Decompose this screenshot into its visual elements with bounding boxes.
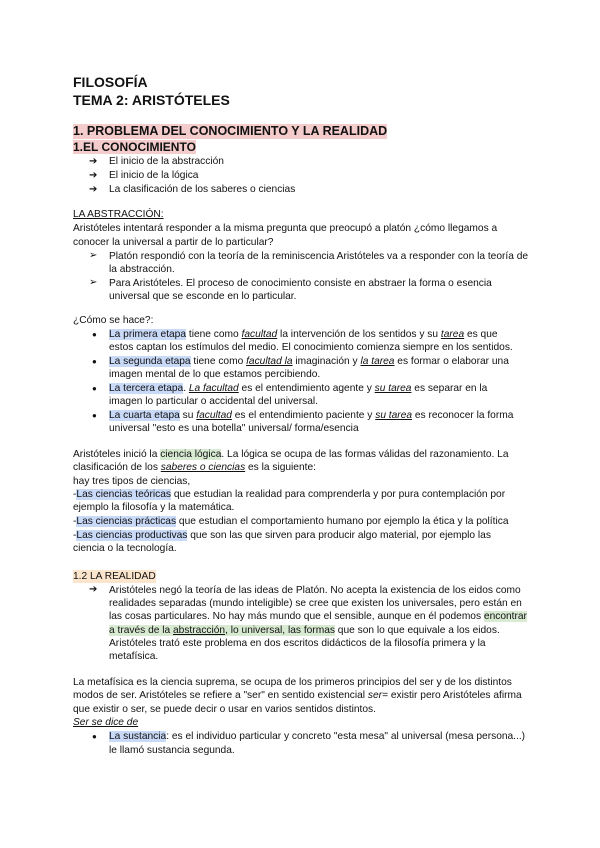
highlight: , lo universal, las formas	[225, 625, 335, 636]
dot-bullet-icon: ●	[92, 732, 97, 741]
paragraph-line: Aristóteles negó la teoría de las ideas de Platón. No acepta la existencia de los eidos como	[109, 585, 521, 596]
paragraph-line: imagen lo particular o accidental del universal.	[109, 396, 318, 407]
highlight: La primera etapa	[109, 329, 187, 340]
paragraph-line: conocer la universal a partir de lo particular?	[73, 237, 274, 248]
highlight: Las ciencias productivas	[76, 530, 188, 541]
highlight: encontrar	[483, 611, 527, 622]
dot-bullet-icon: ●	[92, 357, 97, 366]
document-topic: TEMA 2: ARISTÓTELES	[73, 92, 230, 108]
highlight: La tercera etapa	[109, 383, 184, 394]
arrow-bullet-icon: ➔	[89, 156, 98, 167]
highlight: La sustancia	[109, 731, 167, 742]
sustancia-item: La sustancia: es el individuo particular y concreto "esta mesa" al universal (mesa persona...)	[109, 731, 526, 742]
stage-item: La segunda etapa tiene como facultad la imaginación y la tarea es formar o elaborar una	[109, 356, 509, 367]
dot-bullet-icon: ●	[92, 411, 97, 420]
abstraccion-title: LA ABSTRACCIÓN:	[73, 209, 164, 220]
paragraph-line: hay tres tipos de ciencias,	[73, 476, 191, 487]
dot-bullet-icon: ●	[92, 384, 97, 393]
triangle-bullet-icon: ➢	[89, 250, 98, 261]
paragraph-line: ciencia o la tecnología.	[73, 543, 177, 554]
paragraph-line: ejemplo la filosofía y la matemática.	[73, 502, 235, 513]
paragraph-line: Para Aristóteles. El proceso de conocimiento consiste en abstraer la forma o esencia	[109, 278, 492, 289]
paragraph-line: modos de ser. Aristóteles se refiere a "ser" en sentido existencial ser= existir pero Aristóteles afirma	[73, 690, 522, 701]
paragraph-line: La metafísica es la ciencia suprema, se ocupa de los primeros principios del ser y de los distintos	[73, 677, 512, 688]
arrow-bullet-icon: ➔	[89, 170, 98, 181]
science-item: -Las ciencias teóricas que estudian la realidad para comprenderla y por pura contemplación por	[73, 489, 506, 500]
paragraph-line: las cosas particulares. No hay más mundo que el sensible, aunque en él podemos encontrar	[109, 611, 527, 622]
paragraph-line: la abstracción.	[109, 264, 175, 275]
stage-item: La cuarta etapa su facultad es el entendimiento paciente y su tarea es reconocer la forma	[109, 410, 514, 421]
paragraph-line: metafísica.	[109, 651, 159, 662]
paragraph-line: universal "esto es una botella" universal/ forma/esencia	[109, 423, 359, 434]
triangle-bullet-icon: ➢	[89, 277, 98, 288]
highlight: La cuarta etapa	[109, 410, 180, 421]
stage-item: La primera etapa tiene como facultad la intervención de los sentidos y su tarea es que	[109, 329, 498, 340]
section1-heading: 1. PROBLEMA DEL CONOCIMIENTO Y LA REALIDAD	[73, 124, 388, 138]
highlight: a través de la	[109, 625, 173, 636]
arrow-item: El inicio de la abstracción	[109, 156, 224, 167]
highlight: Las ciencias prácticas	[76, 516, 177, 527]
arrow-item: El inicio de la lógica	[109, 170, 199, 181]
paragraph-line: le llamó sustancia segunda.	[109, 745, 235, 756]
highlight: abstracción	[173, 625, 226, 636]
stage-item: La tercera etapa. La facultad es el entendimiento agente y su tarea es separar en la	[109, 383, 488, 394]
science-item: -Las ciencias productivas que son las que sirven para producir algo material, por ejemplo las	[73, 530, 491, 541]
paragraph-line: a través de la abstracción, lo universal, las formas que son lo que equivale a los eidos.	[109, 625, 500, 636]
science-item: -Las ciencias prácticas que estudian el comportamiento humano por ejemplo la ética y la política	[73, 516, 509, 527]
realidad-heading: 1.2 LA REALIDAD	[73, 571, 156, 582]
paragraph-line: clasificación de los saberes o ciencias es la siguiente:	[73, 462, 316, 473]
paragraph-line: imagen mental de lo que estamos percibiendo.	[109, 369, 321, 380]
ser-se-dice-de: Ser se dice de	[73, 717, 139, 728]
paragraph-line: Aristóteles inició la ciencia lógica. La lógica se ocupa de las formas válidas del razonamiento. La	[73, 449, 509, 460]
document-title: FILOSOFÍA	[73, 74, 148, 90]
paragraph-line: estos captan los estímulos del medio. El conocimiento comienza siempre en los sentidos.	[109, 342, 513, 353]
paragraph-line: Platón respondió con la teoría de la reminiscencia Aristóteles va a responder con la teoría de	[109, 251, 529, 262]
arrow-bullet-icon: ➔	[89, 584, 98, 595]
section1-subheading: 1.EL CONOCIMIENTO	[73, 140, 196, 154]
highlight: ciencia lógica	[160, 449, 222, 460]
paragraph-line: Aristóteles trató este problema en dos escritos didácticos de la filosofía primera y la	[109, 638, 486, 649]
dot-bullet-icon: ●	[92, 330, 97, 339]
paragraph-line: Aristóteles intentará responder a la misma pregunta que preocupó a platón ¿cómo llegamos a	[73, 223, 498, 234]
paragraph-line: universal que se esconde en lo particular.	[109, 291, 297, 302]
paragraph-line: que existir o ser, se puede decir o usar en varios sentidos distintos.	[73, 704, 376, 715]
arrow-item: La clasificación de los saberes o ciencias	[109, 184, 296, 195]
paragraph-line: realidades separadas (mundo inteligible) se cree que existen los universales, pero están en	[109, 598, 522, 609]
highlight: Las ciencias teóricas	[76, 489, 171, 500]
arrow-bullet-icon: ➔	[89, 184, 98, 195]
highlight: La segunda etapa	[109, 356, 191, 367]
como-question: ¿Cómo se hace?:	[73, 315, 154, 326]
